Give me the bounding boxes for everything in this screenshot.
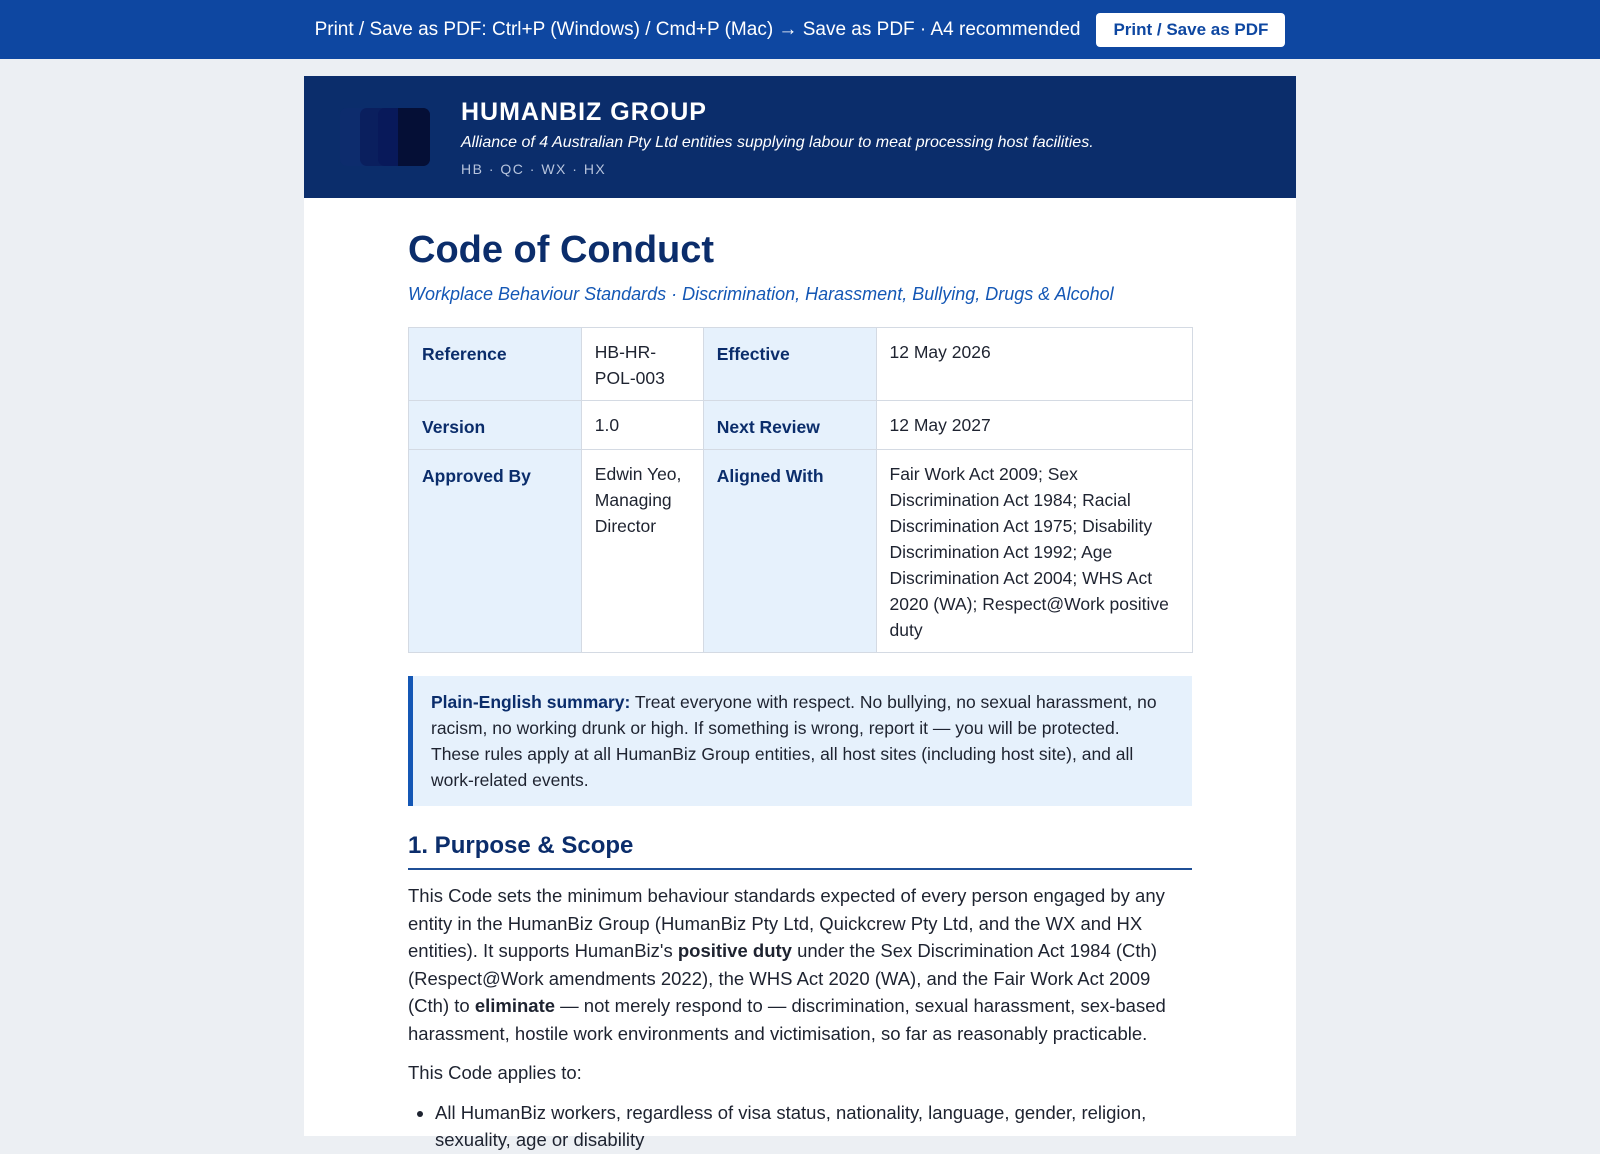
positive-duty-emphasis: positive duty (677, 940, 792, 961)
summary-label: Plain-English summary: (431, 692, 631, 712)
version-label: Version (409, 401, 582, 450)
document-header (304, 76, 1296, 198)
aligned-with-value: Fair Work Act 2009; Sex Discrimination Act 1984; Racial Discrimination Act 1975; Disability Discrimination Act 1992; Age Discrimination Act 2004; WHS Act 2020 (WA); Respect@Work positive duty (876, 450, 1193, 653)
document-page (304, 76, 1296, 1150)
print-bar (0, 0, 1600, 59)
version-value: 1.0 (581, 401, 703, 450)
entity-codes: HB · QC · WX · HX (461, 161, 607, 177)
approved-by-label: Approved By (409, 450, 582, 653)
document-subtitle: Workplace Behaviour Standards · Discrimination, Harassment, Bullying, Drugs & Alcohol (408, 284, 1114, 304)
next-review-label: Next Review (703, 401, 876, 450)
next-review-value: 12 May 2027 (876, 401, 1193, 450)
reference-label: Reference (409, 328, 582, 401)
document-title: Code of Conduct (408, 229, 715, 271)
aligned-with-label: Aligned With (703, 450, 876, 653)
purpose-text: under the Sex Discrimination Act 1984 (Cth) (Respect@Work amendments 2022), the WHS Act 2020 (WA), and the Fair Work Act 2009 (Cth) to (408, 940, 1157, 1016)
scope-list (408, 1099, 1192, 1154)
print-instructions: Print / Save as PDF: Ctrl+P (Windows) / Cmd+P (Mac) → Save as PDF · A4 recommended (314, 18, 1081, 40)
print-save-pdf-button[interactable]: Print / Save as PDF (1096, 13, 1285, 47)
purpose-text: — not merely respond to — discrimination, sexual harassment, sex-based harassment, hostile work environments and victimisation, so far as reasonably practicable. (408, 995, 1166, 1044)
approved-by-value: Edwin Yeo, Managing Director (581, 450, 703, 653)
section-heading-purpose-scope: 1. Purpose & Scope (408, 832, 1192, 870)
table-row (409, 450, 1193, 653)
purpose-paragraph (408, 882, 1192, 1047)
brand-logo-icon (340, 108, 432, 166)
applies-to-paragraph: This Code applies to: (408, 1062, 582, 1083)
table-row (409, 328, 1193, 401)
document-metadata-table (408, 327, 1193, 653)
document-content (408, 198, 1192, 1154)
summary-text: Treat everyone with respect. No bullying, no sexual harassment, no racism, no working drunk or high. If something is wrong, report it — you will be protected. These rules apply at all HumanBiz Group entities, all host sites (including host site), and all work-related events. (431, 692, 1157, 790)
effective-label: Effective (703, 328, 876, 401)
brand-name: HUMANBIZ GROUP (461, 98, 707, 126)
list-item: • All HumanBiz workers, regardless of visa status, nationality, language, gender, religion, sexuality, age or disability (435, 1099, 1192, 1154)
plain-english-summary (408, 676, 1192, 806)
effective-value: 12 May 2026 (876, 328, 1193, 401)
purpose-text: This Code sets the minimum behaviour standards expected of every person engaged by any entity in the HumanBiz Group (HumanBiz Pty Ltd, Quickcrew Pty Ltd, and the WX and HX entities). It supports HumanBiz's (408, 885, 1165, 961)
eliminate-emphasis: eliminate (474, 995, 556, 1016)
table-row (409, 401, 1193, 450)
reference-value: HB-HR-POL-003 (581, 328, 703, 401)
brand-tagline: Alliance of 4 Australian Pty Ltd entities supplying labour to meat processing host facilities. (461, 134, 1094, 151)
